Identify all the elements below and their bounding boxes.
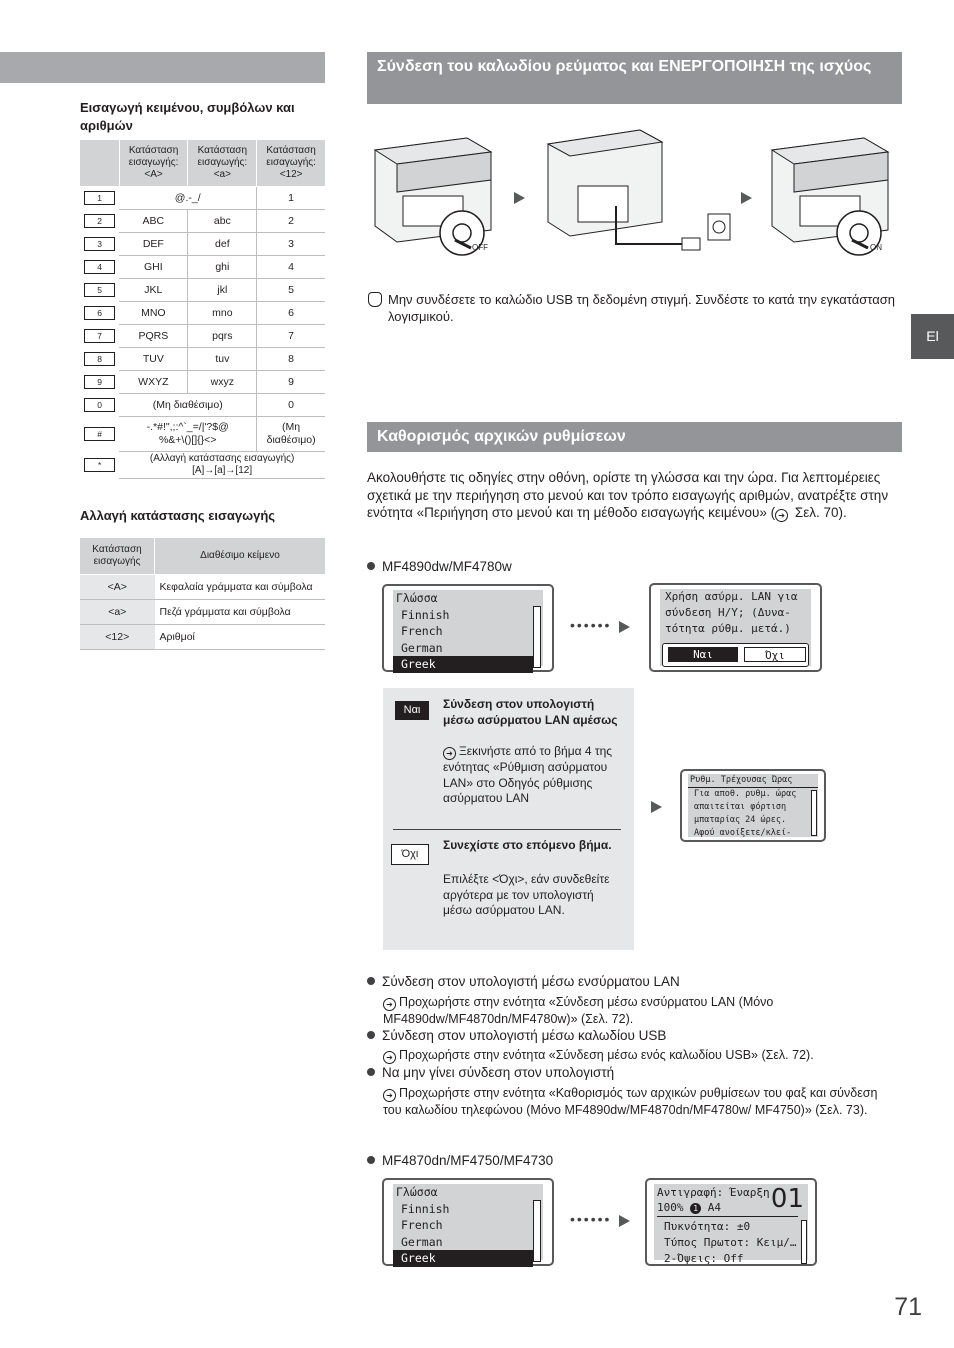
table-cell: 8 bbox=[257, 348, 325, 371]
bullet-icon bbox=[367, 1156, 375, 1164]
key-8-icon: 8 bbox=[84, 352, 115, 366]
lcd-paper: A4 bbox=[707, 1201, 721, 1214]
option-label: Να μην γίνει σύνδεση στον υπολογιστή bbox=[382, 1065, 615, 1080]
lcd-option[interactable]: Finnish bbox=[401, 607, 450, 622]
lcd-line: απαιτείται φόρτιση bbox=[694, 802, 787, 812]
dotted-arrow: •••••• bbox=[570, 617, 612, 633]
no-title: Συνεχίστε στο επόμενο βήμα. bbox=[443, 838, 612, 852]
table-cell: (Μη διαθέσιμο) bbox=[119, 394, 257, 417]
table-cell: TUV bbox=[119, 348, 188, 371]
lcd-line[interactable]: 2-Όψεις: Off bbox=[664, 1252, 744, 1265]
table-row bbox=[80, 256, 325, 279]
lcd-zoom: 100% bbox=[657, 1201, 684, 1214]
divider bbox=[393, 829, 621, 830]
lcd-scrollbar bbox=[533, 1200, 541, 1262]
option-detail-text: Προχωρήστε στην ενότητα «Σύνδεση μέσω ενός καλωδίου USB» (Σελ. 72). bbox=[399, 1048, 814, 1062]
language-tab-label: El bbox=[926, 328, 939, 344]
option-label: Σύνδεση στον υπολογιστή μέσω ενσύρματου LAN bbox=[382, 974, 680, 989]
table-cell: @.-_/ bbox=[119, 187, 257, 210]
bullet-icon bbox=[367, 562, 375, 570]
lcd-option[interactable]: French bbox=[401, 1218, 443, 1232]
lcd-language-screen bbox=[382, 584, 554, 672]
key-table bbox=[80, 140, 325, 479]
table-row bbox=[80, 452, 325, 479]
mode-heading: Αλλαγή κατάστασης εισαγωγής bbox=[80, 508, 276, 523]
reference-arrow-icon: ➔ bbox=[383, 1089, 396, 1102]
printer-off-illustration bbox=[367, 130, 497, 258]
decision-box bbox=[383, 688, 634, 950]
settings-intro-text: Ακολουθήστε τις οδηγίες στην οθόνη, ορίστε τη γλώσσα και την ώρα. Για λεπτομέρειες σχετικά με την περιήγηση στο μενού και τον τρόπο εισαγωγής αριθμών, ανατρέξτε στην ενότητα «Περιήγηση στο μενού και τη μέθοδο εισαγωγής κειμένου» ( bbox=[367, 470, 889, 520]
table-row bbox=[80, 279, 325, 302]
yes-title: Σύνδεση στον υπολογιστή μέσω ασύρματου LAN αμέσως bbox=[443, 697, 618, 727]
table-cell: <a> bbox=[80, 600, 155, 625]
model-a-text: MF4890dw/MF4780w bbox=[382, 559, 512, 574]
model-b-label bbox=[367, 1152, 553, 1170]
lcd-copy-count: 01 bbox=[770, 1184, 804, 1214]
table-cell: 3 bbox=[257, 233, 325, 256]
lcd-line: Αφού ανοίξετε/κλεί- bbox=[694, 828, 792, 838]
table-cell: 6 bbox=[257, 302, 325, 325]
table-cell: 7 bbox=[257, 325, 325, 348]
mode-table-header: Διαθέσιμο κείμενο bbox=[155, 538, 326, 575]
table-cell: pqrs bbox=[188, 325, 257, 348]
arrow-right-icon bbox=[741, 192, 752, 204]
table-row bbox=[80, 600, 325, 625]
table-cell: mno bbox=[188, 302, 257, 325]
table-cell: WXYZ bbox=[119, 371, 188, 394]
table-cell: PQRS bbox=[119, 325, 188, 348]
table-cell: ghi bbox=[188, 256, 257, 279]
usb-note: Μην συνδέσετε το καλώδιο USB τη δεδομένη στιγμή. Συνδέστε το κατά την εγκατάσταση λογισμικού. bbox=[388, 292, 896, 324]
settings-intro-ref: Σελ. 70). bbox=[791, 505, 847, 520]
lcd-title: Γλώσσα bbox=[396, 1185, 438, 1199]
key-star-icon: * bbox=[84, 458, 115, 472]
lcd-option[interactable]: French bbox=[401, 624, 443, 638]
arrow-right-icon bbox=[514, 192, 525, 204]
lcd-option[interactable]: Finnish bbox=[401, 1201, 450, 1216]
bullet-icon bbox=[367, 1031, 375, 1039]
table-cell: GHI bbox=[119, 256, 188, 279]
bullet-icon bbox=[367, 977, 375, 985]
mode-table-header: Κατάσταση εισαγωγής bbox=[80, 538, 155, 575]
key-table-header: Κατάσταση εισαγωγής: <12> bbox=[257, 140, 325, 187]
lcd-copy-status bbox=[657, 1200, 721, 1215]
table-cell: DEF bbox=[119, 233, 188, 256]
mode-table bbox=[80, 538, 325, 650]
lcd-time-screen bbox=[680, 769, 826, 842]
lcd-language-screen bbox=[382, 1178, 554, 1266]
model-b-text: MF4870dn/MF4750/MF4730 bbox=[382, 1153, 554, 1168]
yes-text bbox=[443, 744, 621, 807]
table-cell: ABC bbox=[119, 210, 188, 233]
lcd-scrollbar bbox=[533, 606, 541, 668]
lcd-yes-button[interactable]: Ναι bbox=[668, 647, 738, 662]
option-item bbox=[367, 1064, 902, 1082]
table-cell: wxyz bbox=[188, 371, 257, 394]
left-header-bar bbox=[0, 52, 325, 83]
arrow-right-icon bbox=[651, 801, 662, 813]
table-row bbox=[80, 348, 325, 371]
lcd-scrollbar bbox=[801, 1220, 807, 1264]
option-item bbox=[367, 1027, 902, 1045]
lcd-lan-screen bbox=[649, 583, 822, 672]
model-a-label bbox=[367, 558, 512, 576]
table-cell: JKL bbox=[119, 279, 188, 302]
yes-badge: Ναι bbox=[395, 701, 429, 720]
key-table-header: Κατάσταση εισαγωγής: <a> bbox=[188, 140, 257, 187]
key-table-header: Κατάσταση εισαγωγής: <A> bbox=[119, 140, 188, 187]
table-cell: -.*#!",;:^`_=/|'?$@ %&+\()[]{}<> bbox=[119, 417, 257, 452]
lcd-copy-line1: Αντιγραφή: Έναρξη bbox=[657, 1186, 770, 1199]
table-row bbox=[80, 371, 325, 394]
yes-text-body: Ξεκινήστε από το βήμα 4 της ενότητας «Ρύθμιση ασύρματου LAN» στο Οδηγός ρύθμισης ασύρματου LAN bbox=[443, 744, 613, 805]
key-4-icon: 4 bbox=[84, 260, 115, 274]
warning-hand-icon bbox=[368, 292, 382, 307]
table-row bbox=[80, 210, 325, 233]
settings-intro bbox=[367, 469, 902, 522]
off-label: OFF bbox=[472, 243, 488, 252]
table-cell: Αριθμοί bbox=[155, 625, 326, 650]
dotted-arrow: •••••• bbox=[570, 1211, 612, 1227]
lcd-copy-screen bbox=[645, 1178, 817, 1266]
option-detail bbox=[383, 994, 883, 1027]
table-cell: 4 bbox=[257, 256, 325, 279]
option-detail-text: Προχωρήστε στην ενότητα «Σύνδεση μέσω ενσύρματου LAN (Μόνο MF4890dw/MF4870dn/MF4780w)» (Σελ. 72). bbox=[383, 995, 774, 1026]
option-item bbox=[367, 973, 902, 991]
table-row bbox=[80, 394, 325, 417]
key-2-icon: 2 bbox=[84, 214, 115, 228]
key-1-icon: 1 bbox=[84, 191, 115, 205]
arrow-right-icon bbox=[619, 1215, 630, 1227]
table-cell: def bbox=[188, 233, 257, 256]
power-section-title: Σύνδεση του καλωδίου ρεύματος και ΕΝΕΡΓΟΠΟΙΗΣΗ της ισχύος bbox=[367, 52, 902, 104]
reference-arrow-icon: ➔ bbox=[383, 1051, 396, 1064]
lcd-line[interactable]: Τύπος Πρωτοτ: Κειμ/… bbox=[664, 1236, 797, 1249]
table-cell: <A> bbox=[80, 575, 155, 600]
on-label: ON bbox=[870, 243, 882, 252]
lcd-line: Για αποθ. ρυθμ. ώρας bbox=[694, 789, 797, 799]
printer-plug-illustration bbox=[542, 126, 742, 260]
reference-arrow-icon: ➔ bbox=[775, 509, 788, 522]
table-cell: abc bbox=[188, 210, 257, 233]
key-hash-icon: # bbox=[84, 427, 115, 441]
lcd-scrollbar bbox=[811, 790, 817, 836]
bullet-icon bbox=[367, 1068, 375, 1076]
option-label: Σύνδεση στον υπολογιστή μέσω καλωδίου USB bbox=[382, 1028, 667, 1043]
lcd-option[interactable]: German bbox=[401, 1234, 443, 1249]
language-tab bbox=[911, 314, 954, 359]
table-row bbox=[80, 625, 325, 650]
lcd-line: Ρυθμ. Τρέχουσας Ώρας bbox=[688, 774, 818, 788]
option-detail bbox=[383, 1085, 883, 1118]
lcd-option[interactable]: German bbox=[401, 640, 443, 655]
tray-icon: 1 bbox=[690, 1203, 701, 1214]
reference-arrow-icon: ➔ bbox=[443, 747, 456, 760]
table-cell: jkl bbox=[188, 279, 257, 302]
lcd-option-selected[interactable]: Greek bbox=[393, 1250, 533, 1267]
lcd-line: τότητα ρύθμ. μετά.) bbox=[665, 622, 791, 635]
table-row bbox=[80, 417, 325, 452]
key-7-icon: 7 bbox=[84, 329, 115, 343]
table-cell: 2 bbox=[257, 210, 325, 233]
reference-arrow-icon: ➔ bbox=[383, 998, 396, 1011]
arrow-right-icon bbox=[619, 621, 630, 633]
printer-on-illustration bbox=[764, 130, 894, 258]
option-detail-text: Προχωρήστε στην ενότητα «Καθορισμός των αρχικών ρυθμίσεων του φαξ και σύνδεση του καλωδίου τηλεφώνου (Μόνο MF4890dw/MF4870dn/MF4780w/ MF4750)» (Σελ. 73). bbox=[383, 1086, 878, 1117]
settings-section-title: Καθορισμός αρχικών ρυθμίσεων bbox=[367, 422, 902, 452]
table-cell: <12> bbox=[80, 625, 155, 650]
key-5-icon: 5 bbox=[84, 283, 115, 297]
table-cell: (Μη διαθέσιμο) bbox=[257, 417, 325, 452]
key-6-icon: 6 bbox=[84, 306, 115, 320]
lcd-line: σύνδεση Η/Υ; (Δυνα- bbox=[665, 606, 791, 619]
page-number: 71 bbox=[894, 1293, 922, 1321]
table-cell: (Αλλαγή κατάστασης εισαγωγής) [A]→[a]→[12] bbox=[119, 452, 325, 479]
lcd-line: μπαταρίας 24 ώρες. bbox=[694, 815, 787, 825]
table-cell: Πεζά γράμματα και σύμβολα bbox=[155, 600, 326, 625]
table-row bbox=[80, 575, 325, 600]
table-row bbox=[80, 325, 325, 348]
option-detail bbox=[383, 1047, 893, 1064]
key-3-icon: 3 bbox=[84, 237, 115, 251]
table-row bbox=[80, 233, 325, 256]
lcd-title: Γλώσσα bbox=[396, 591, 438, 605]
table-cell: 5 bbox=[257, 279, 325, 302]
lcd-line: Χρήση ασύρμ. LAN για bbox=[665, 590, 798, 603]
key-9-icon: 9 bbox=[84, 375, 115, 389]
table-cell: Κεφαλαία γράμματα και σύμβολα bbox=[155, 575, 326, 600]
table-cell: 9 bbox=[257, 371, 325, 394]
input-heading: Εισαγωγή κειμένου, συμβόλων και αριθμών bbox=[80, 100, 295, 133]
table-cell: 0 bbox=[257, 394, 325, 417]
key-0-icon: 0 bbox=[84, 398, 115, 412]
lcd-line[interactable]: Πυκνότητα: ±0 bbox=[664, 1220, 751, 1233]
no-badge: Όχι bbox=[391, 844, 429, 865]
lcd-option-selected[interactable]: Greek bbox=[393, 656, 533, 673]
table-row bbox=[80, 187, 325, 210]
table-cell: 1 bbox=[257, 187, 325, 210]
table-cell: tuv bbox=[188, 348, 257, 371]
table-cell: MNO bbox=[119, 302, 188, 325]
table-row bbox=[80, 302, 325, 325]
lcd-no-button[interactable]: Όχι bbox=[744, 647, 806, 662]
no-text: Επιλέξτε <Όχι>, εάν συνδεθείτε αργότερα με τον υπολογιστή μέσω ασύρματου LAN. bbox=[443, 872, 610, 917]
